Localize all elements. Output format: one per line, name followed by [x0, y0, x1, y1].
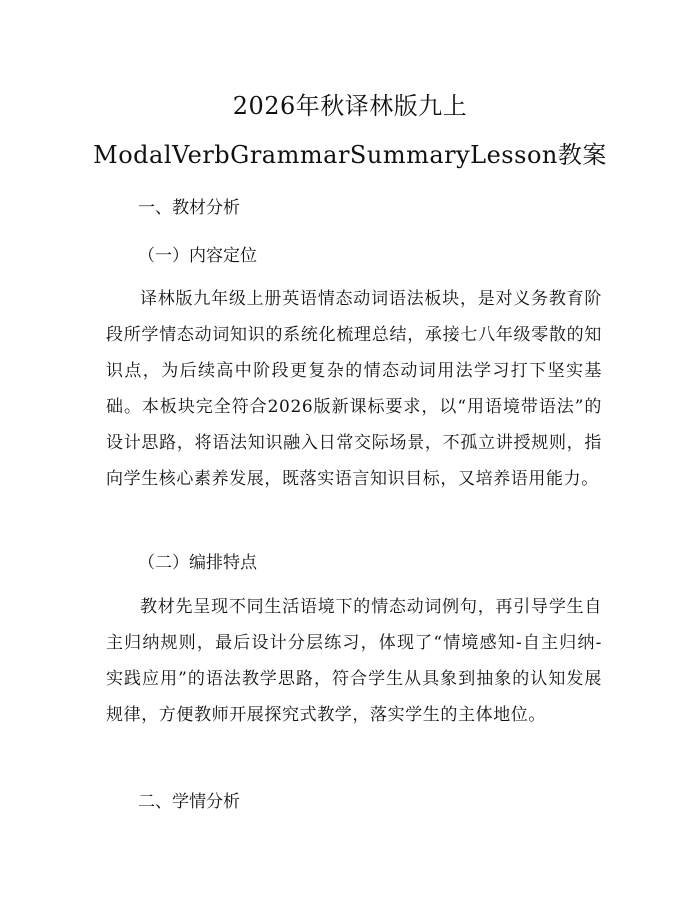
- section-heading-student-analysis: 二、学情分析: [138, 792, 240, 812]
- document-title-line-1: 2026年秋译林版九上: [232, 92, 468, 120]
- paragraph-content-positioning: 译林版九年级上册英语情态动词语法板块，是对义务教育阶段所学情态动词知识的系统化梳理总结，承接七八年级零散的知识点，为后续高中阶段更复杂的情态动词用法学习打下坚实基础。本板块完全符合2026版新课标要求，以“用语境带语法”的设计思路，将语法知识融入日常交际场景，不孤立讲授规则，指向学生核心素养发展，既落实语言知识目标，又培养语用能力。: [106, 289, 602, 489]
- document-title-line-2: ModalVerbGrammarSummaryLesson教案: [93, 141, 607, 169]
- paragraph-layout-features: 教材先呈现不同生活语境下的情态动词例句，再引导学生自主归纳规则，最后设计分层练习，体现了“情境感知-自主归纳-实践应用”的语法教学思路，符合学生从具象到抽象的认知发展规律，方便教师开展探究式教学，落实学生的主体地位。: [106, 597, 602, 725]
- subsection-heading-layout-features: （二）编排特点: [138, 553, 257, 573]
- section-heading-textbook-analysis: 一、教材分析: [138, 198, 240, 218]
- subsection-heading-content-positioning: （一）内容定位: [138, 246, 257, 266]
